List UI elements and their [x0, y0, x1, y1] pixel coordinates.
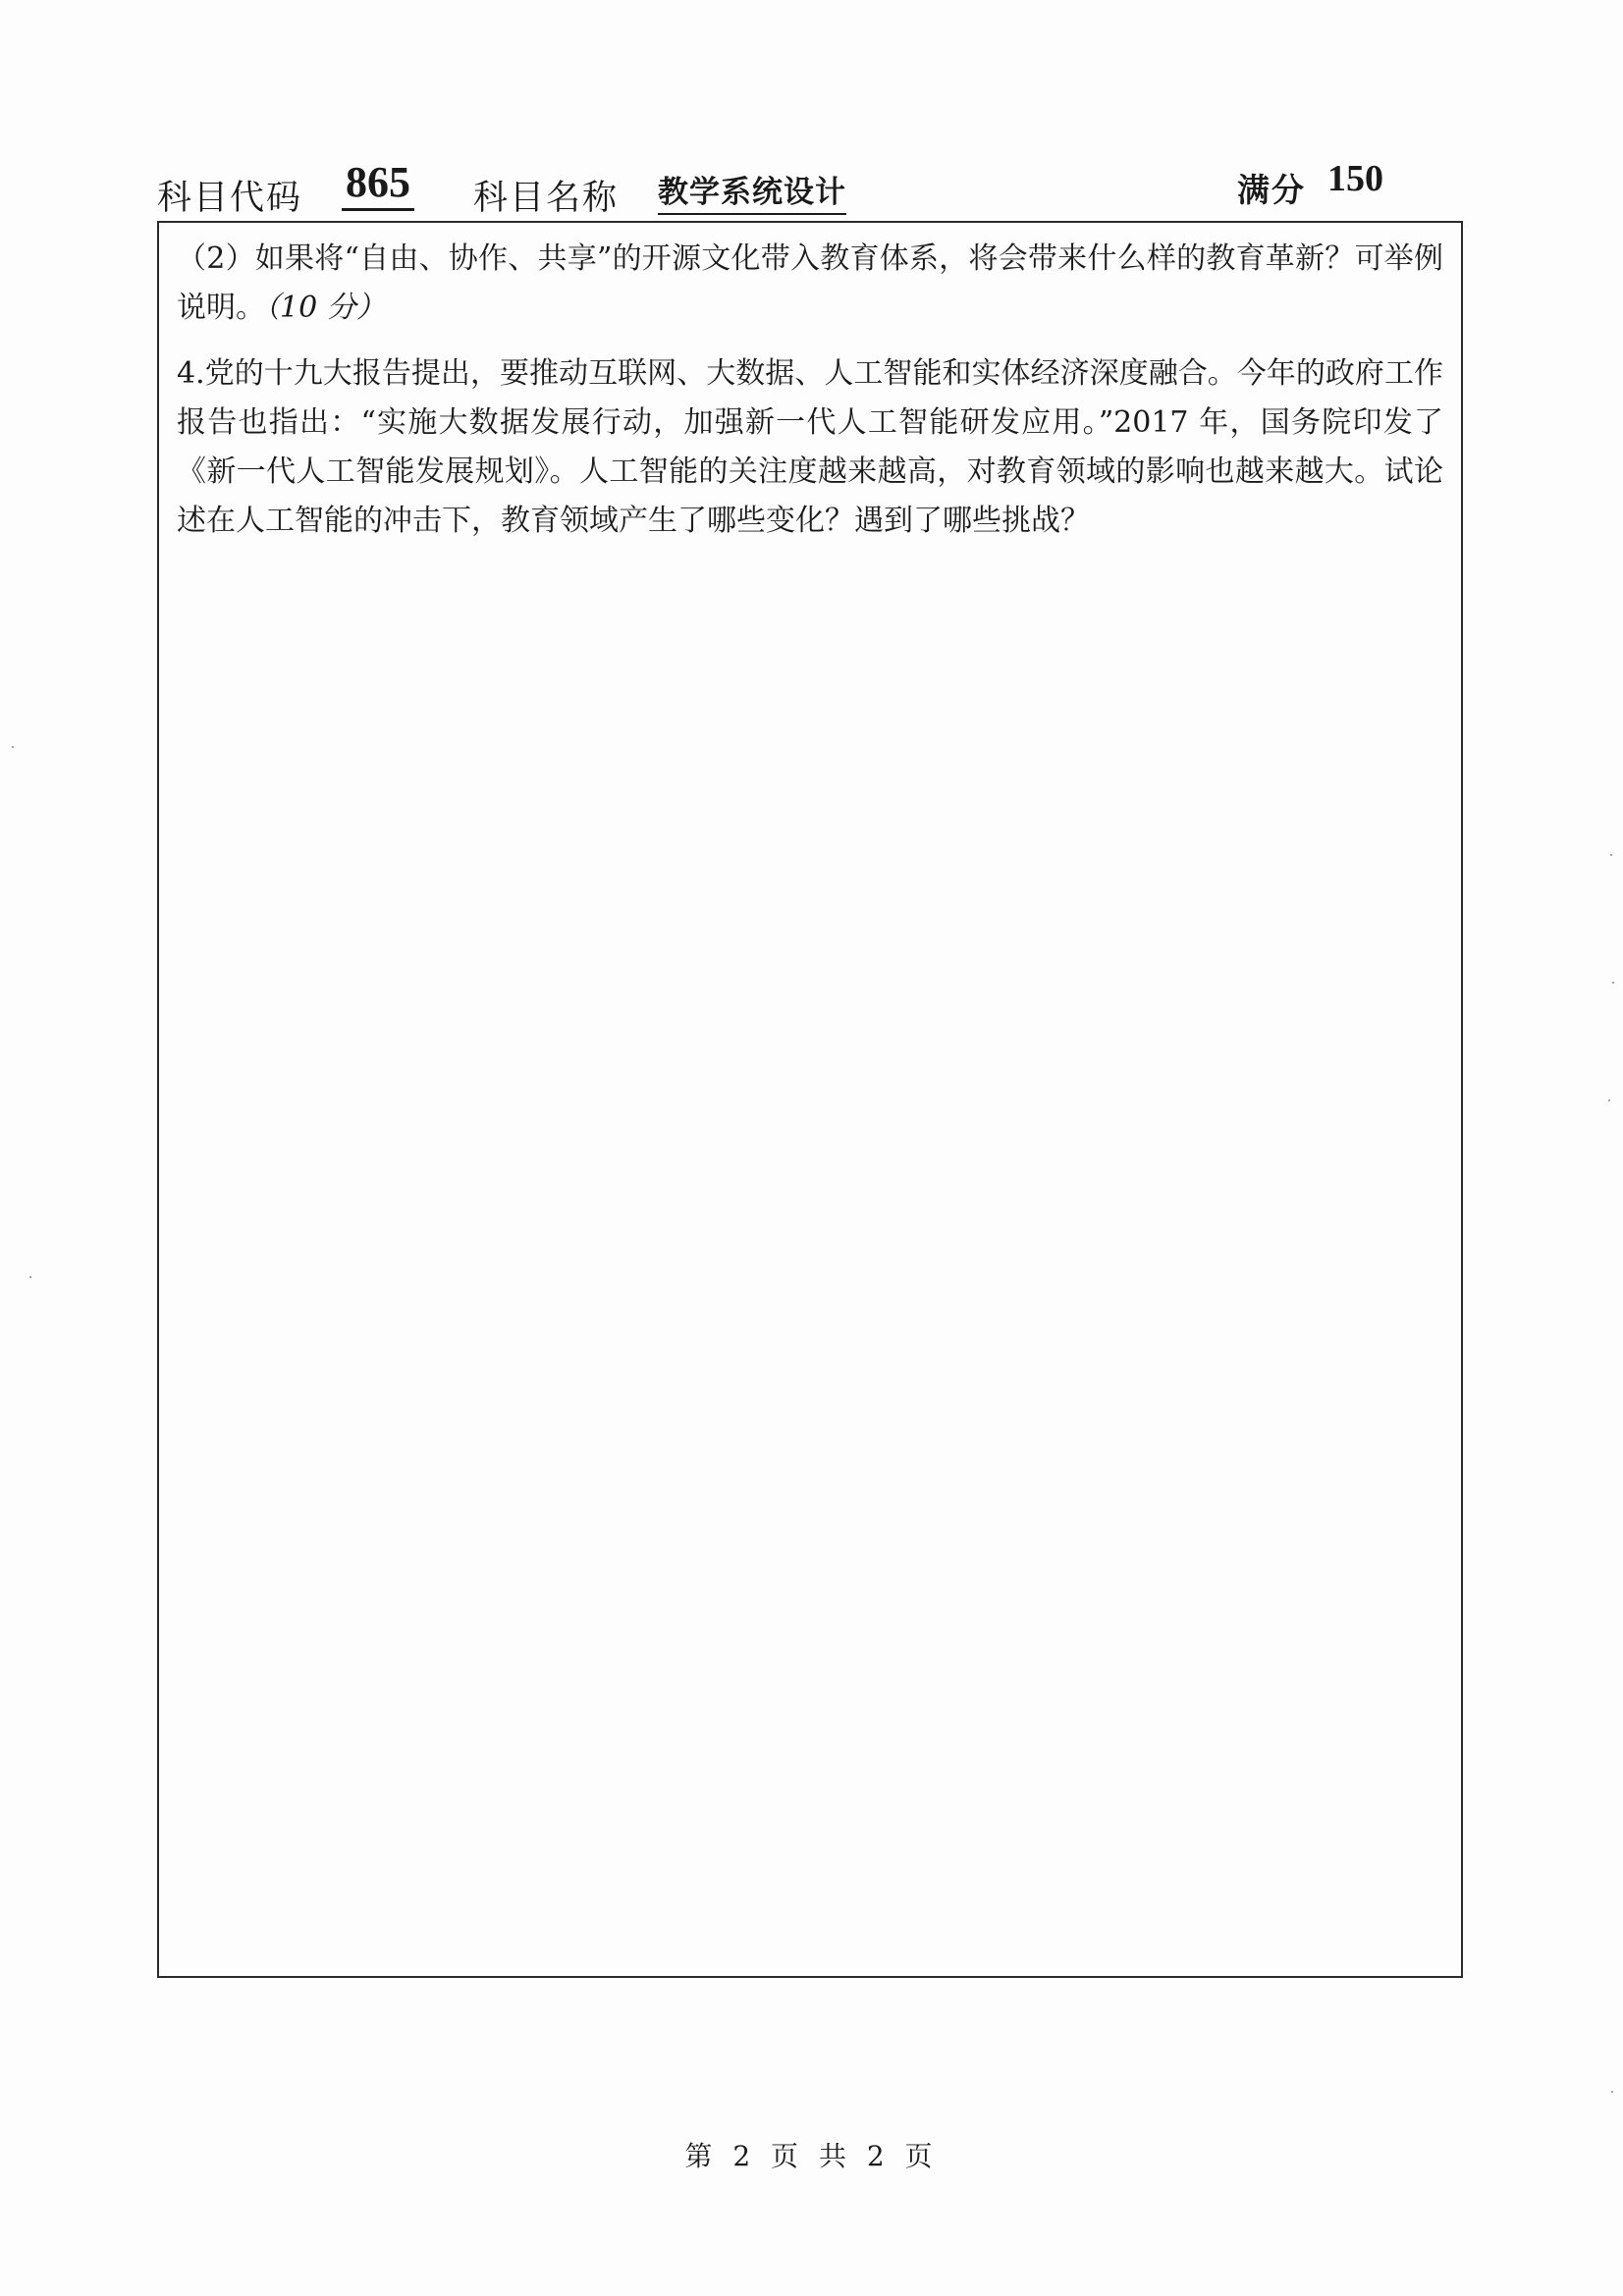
scan-speck [1612, 982, 1614, 984]
question-3-2-text: （2）如果将“自由、协作、共享”的开源文化带入教育体系，将会带来什么样的教育革新？可举例说明。 [177, 241, 1443, 325]
scan-speck [29, 1276, 31, 1278]
scan-speck [1611, 2091, 1613, 2093]
scan-speck [12, 746, 14, 748]
subject-code: 865 [342, 157, 414, 211]
scan-speck [1610, 854, 1612, 856]
page-indicator: 第 2 页 共 2 页 [684, 2140, 939, 2172]
subject-code-label: 科目代码 [157, 179, 303, 218]
scan-speck [1608, 1099, 1610, 1101]
exam-header [157, 157, 1394, 216]
answer-frame [157, 221, 1463, 1978]
question-content [177, 235, 1443, 562]
full-score-label: 满分 [1237, 171, 1306, 209]
subject-name-label: 科目名称 [473, 179, 620, 218]
question-3-2 [177, 235, 1443, 333]
subject-name: 教学系统设计 [658, 167, 846, 215]
question-4: 4.党的十九大报告提出，要推动互联网、大数据、人工智能和实体经济深度融合。今年的政府工作报告也指出：“实施大数据发展行动，加强新一代人工智能研发应用。”2017 年，国务院印发了《新一代人工智能发展规划》。人工智能的关注度越来越高，对教育领域的影响也越来越大。试论述在人工智能的冲击下，教育领域产生了哪些变化？遇到了哪些挑战？ [177, 356, 1443, 538]
full-score: 150 [1327, 158, 1383, 199]
question-3-2-score: （10 分） [265, 291, 386, 325]
